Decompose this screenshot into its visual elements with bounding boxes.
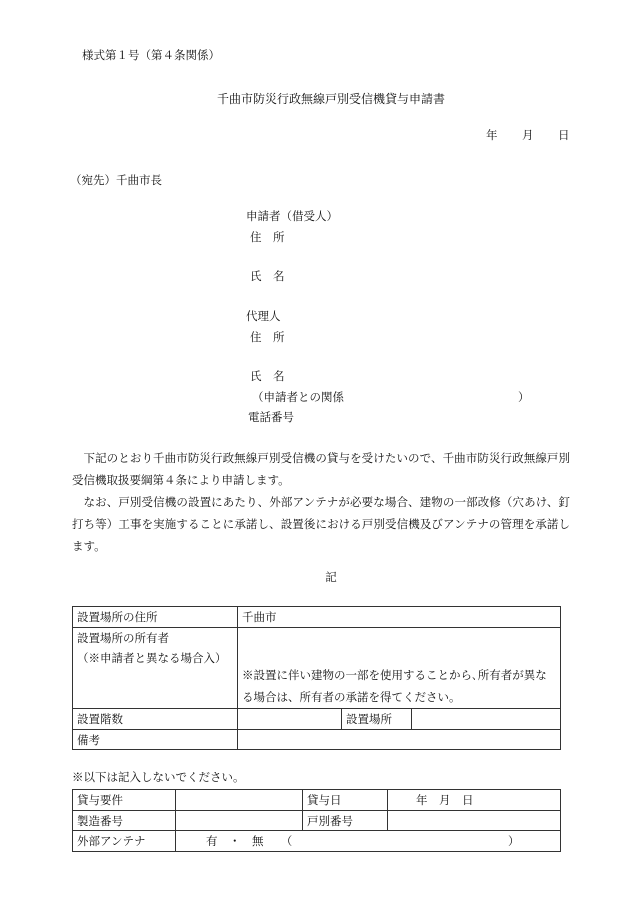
owner-label: 設置場所の所有者	[77, 631, 169, 645]
remarks-label: 備考	[73, 730, 238, 750]
agent-phone-label: 電話番号	[248, 410, 294, 424]
office-use-note: ※以下は記入しないでください。	[72, 770, 245, 784]
installation-table	[72, 606, 561, 750]
antenna-value: 有 ・ 無 （	[206, 834, 293, 848]
agent-heading: 代理人	[246, 309, 281, 323]
req-label: 貸与要件	[73, 790, 176, 811]
agent-relation-label: （申請者との関係	[252, 390, 344, 404]
owner-sub-label: （※申請者と異なる場合入）	[77, 651, 227, 665]
body-text	[72, 447, 570, 557]
owner-note[interactable]: ※設置に伴い建物の一部を使用することから､所有者が異なる場合は、所有者の承諾を得てください。	[238, 628, 561, 709]
agent-address-label: 住 所	[250, 330, 285, 344]
applicant-name-label: 氏 名	[250, 269, 285, 283]
ki-heading: 記	[325, 570, 337, 584]
applicant-heading: 申請者（借受人）	[246, 209, 338, 223]
office-use-table	[72, 789, 561, 852]
floor-label: 設置階数	[73, 709, 238, 730]
page-title: 千曲市防災行政無線戸別受信機貸与申請書	[216, 92, 445, 106]
place-label: 設置場所	[342, 709, 412, 730]
house-number-value	[388, 811, 561, 831]
house-number-label: 戸別番号	[303, 811, 388, 831]
body-paragraph: 下記のとおり千曲市防災行政無線戸別受信機の貸与を受けたいので、千曲市防災行政無線戸別受信機取扱要綱第４条により申請します。	[72, 451, 570, 487]
loan-date-label: 貸与日	[303, 790, 388, 811]
req-value	[176, 790, 303, 811]
remarks-value[interactable]	[238, 730, 561, 750]
loan-date-value: 年 月 日	[388, 790, 561, 811]
owner-label-cell	[73, 628, 238, 709]
addressee: （宛先）千曲市長	[70, 173, 162, 187]
antenna-cell	[176, 831, 561, 852]
place-value[interactable]	[412, 709, 561, 730]
date-year: 年	[486, 128, 498, 142]
address-label: 設置場所の住所	[73, 607, 238, 628]
date-month: 月	[522, 128, 534, 142]
antenna-label: 外部アンテナ	[73, 831, 176, 852]
serial-value	[176, 811, 303, 831]
form-number: 様式第１号（第４条関係）	[82, 48, 220, 62]
applicant-address-label: 住 所	[250, 230, 285, 244]
antenna-close: ）	[508, 834, 520, 848]
body-paragraph: なお、戸別受信機の設置にあたり、外部アンテナが必要な場合、建物の一部改修（穴あけ、釘打ち等）工事を実施することに承諾し、設置後における戸別受信機及びアンテナの管理を承諾します。	[72, 495, 570, 553]
address-value[interactable]: 千曲市	[238, 607, 561, 628]
serial-label: 製造番号	[73, 811, 176, 831]
date-day: 日	[558, 128, 570, 142]
agent-name-label: 氏 名	[250, 369, 285, 383]
floor-value[interactable]	[238, 709, 342, 730]
agent-relation-close: ）	[518, 390, 530, 404]
